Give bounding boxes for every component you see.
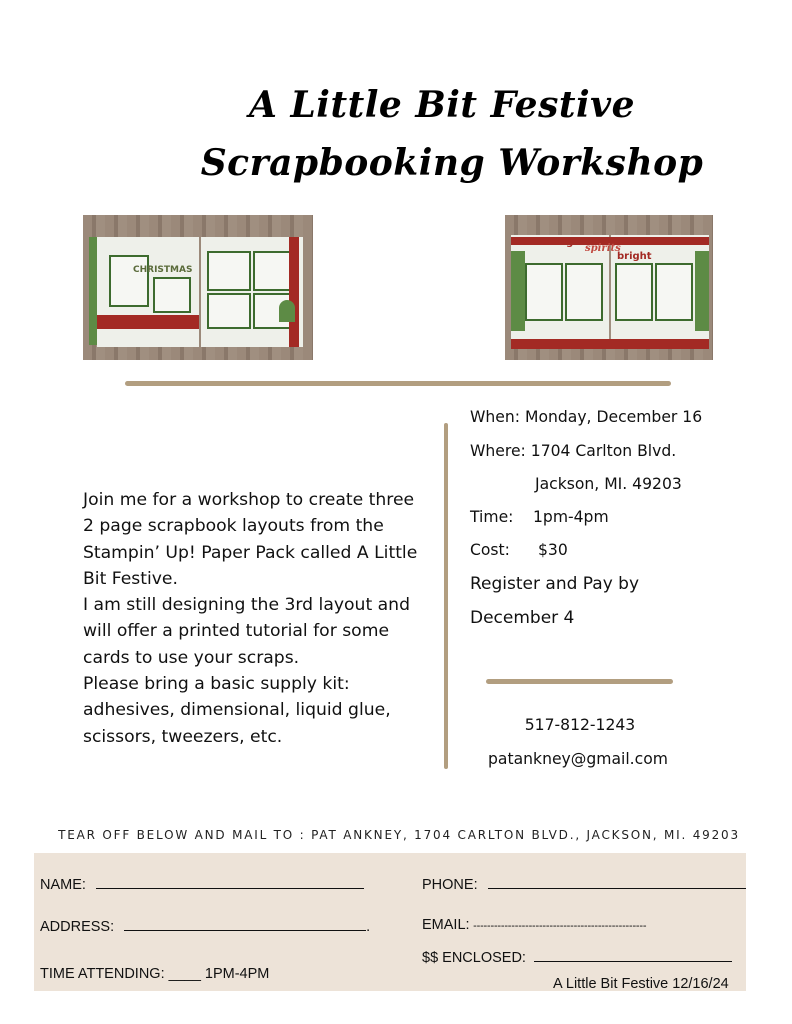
right-photo-label-2: spirits <box>585 243 621 254</box>
title-line-2: Scrapbooking Workshop <box>200 142 704 184</box>
time-label: Time: <box>470 508 514 526</box>
time-value: 1pm-4pm <box>533 508 609 526</box>
address-dot: . <box>366 919 371 935</box>
register-line-1: Register and Pay by <box>470 574 640 594</box>
cost-label: Cost: <box>470 541 510 559</box>
enclosed-label: $$ ENCLOSED: <box>422 950 526 966</box>
left-photo-label: CHRISTMAS <box>133 265 193 275</box>
top-divider <box>125 381 671 386</box>
email-dashes[interactable]: -------------------------------------------------- <box>473 920 647 932</box>
phone-line[interactable] <box>488 875 746 889</box>
where-line-2: Jackson, MI. 49203 <box>535 475 682 493</box>
address-label: ADDRESS: <box>40 919 115 935</box>
email-label: EMAIL: <box>422 917 470 933</box>
time-attending-field[interactable]: TIME ATTENDING: ____ 1PM-4PM <box>40 966 270 982</box>
name-label: NAME: <box>40 877 86 893</box>
contact-email[interactable]: patankney@gmail.com <box>488 750 668 768</box>
register-line-2: December 4 <box>470 608 575 628</box>
right-photo-label-1: baking <box>535 237 574 248</box>
tear-off-instruction: TEAR OFF BELOW AND MAIL TO : PAT ANKNEY, 1704 CARLTON BLVD., JACKSON, MI. 49203 <box>58 828 740 842</box>
when-line: When: Monday, December 16 <box>470 408 703 426</box>
contact-phone: 517-812-1243 <box>524 716 636 734</box>
name-line[interactable] <box>96 875 364 889</box>
email-field[interactable] <box>422 917 646 933</box>
right-photo-label-3: bright <box>617 251 652 262</box>
form-footer: A Little Bit Festive 12/16/24 <box>553 976 729 992</box>
address-field[interactable] <box>40 917 370 935</box>
where-line-1: Where: 1704 Carlton Blvd. <box>470 442 677 460</box>
title-line-1: A Little Bit Festive <box>249 84 635 126</box>
registration-form <box>34 853 746 991</box>
description-text: Join me for a workshop to create three 2 page scrapbook layouts from the Stampin’ Up! Paper Pack called A Little Bit Festive. I am still designing the 3rd layout and will offer a printed tutorial for some cards to use your scraps. Please bring a basic supply kit: adhesives, dimensional, liquid glue, scissors, tweezers, etc. <box>83 490 418 747</box>
layout-photo-left <box>83 215 313 360</box>
enclosed-line[interactable] <box>534 948 732 962</box>
workshop-description <box>83 487 428 750</box>
phone-label: PHONE: <box>422 877 478 893</box>
address-line[interactable] <box>124 917 366 931</box>
vertical-divider <box>444 423 448 769</box>
contact-divider <box>486 679 673 684</box>
enclosed-field[interactable] <box>422 948 732 966</box>
cost-value: $30 <box>538 541 568 559</box>
phone-field[interactable] <box>422 875 746 893</box>
name-field[interactable] <box>40 875 364 893</box>
layout-photo-right <box>505 215 713 360</box>
